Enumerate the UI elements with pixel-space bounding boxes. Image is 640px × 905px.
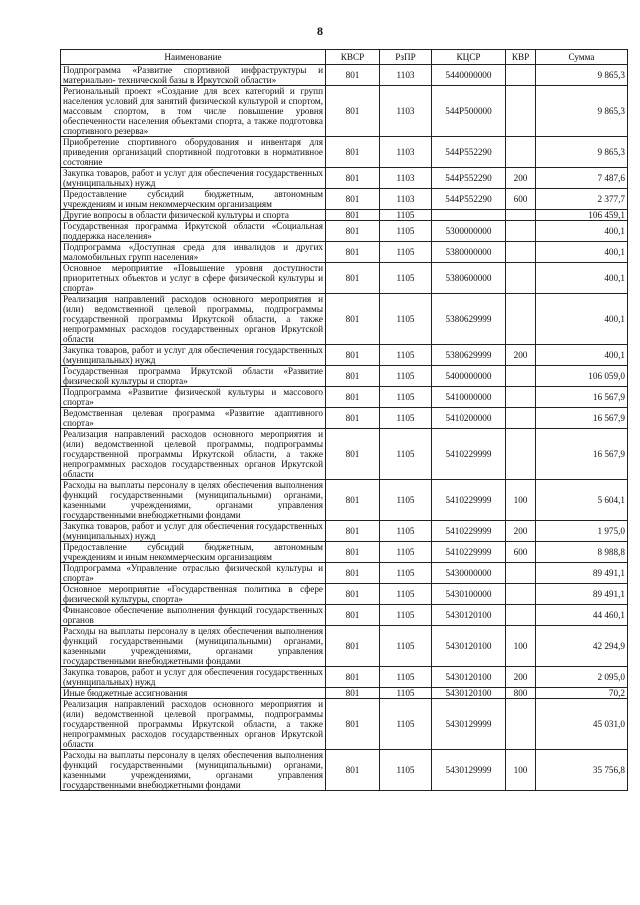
cell-kcsr: 5380000000	[432, 242, 506, 263]
table-row	[61, 210, 628, 221]
cell-rzpr: 1105	[380, 542, 432, 563]
cell-kcsr: 5380629999	[432, 294, 506, 345]
cell-kvr	[506, 563, 536, 584]
table-row	[61, 387, 628, 408]
table-row	[61, 345, 628, 366]
cell-kvr	[506, 408, 536, 429]
cell-rzpr: 1105	[380, 210, 432, 221]
table-row	[61, 294, 628, 345]
cell-sum: 89 491,1	[536, 584, 628, 605]
cell-name: Закупка товаров, работ и услуг для обеспечения государственных (муниципальных) нужд	[61, 667, 326, 688]
cell-name: Предоставление субсидий бюджетным, автономным учреждениям и иным некоммерческим организациям	[61, 189, 326, 210]
cell-kcsr: 5430129999	[432, 699, 506, 750]
header-kvr: КВР	[506, 50, 536, 65]
cell-sum: 9 865,3	[536, 86, 628, 137]
cell-kvr	[506, 294, 536, 345]
table-header-row	[61, 50, 628, 65]
table-body	[61, 65, 628, 791]
table-row	[61, 242, 628, 263]
cell-rzpr: 1105	[380, 242, 432, 263]
cell-name: Приобретение спортивного оборудования и инвентаря для приведения организаций спортивной подготовки в нормативное состояние	[61, 137, 326, 168]
cell-kcsr: 5400000000	[432, 366, 506, 387]
cell-kcsr: 5410229999	[432, 480, 506, 521]
cell-sum: 9 865,3	[536, 65, 628, 86]
cell-rzpr: 1105	[380, 584, 432, 605]
cell-kvsr: 801	[326, 86, 380, 137]
budget-table	[60, 49, 628, 791]
cell-sum: 400,1	[536, 221, 628, 242]
cell-kvsr: 801	[326, 263, 380, 294]
cell-sum: 44 460,1	[536, 605, 628, 626]
cell-kvsr: 801	[326, 387, 380, 408]
cell-rzpr: 1103	[380, 137, 432, 168]
cell-sum: 16 567,9	[536, 429, 628, 480]
cell-kvr: 200	[506, 168, 536, 189]
table-row	[61, 86, 628, 137]
table-row	[61, 667, 628, 688]
cell-sum: 5 604,1	[536, 480, 628, 521]
cell-rzpr: 1105	[380, 294, 432, 345]
cell-kvr: 200	[506, 345, 536, 366]
cell-rzpr: 1105	[380, 626, 432, 667]
cell-kvsr: 801	[326, 294, 380, 345]
cell-sum: 400,1	[536, 242, 628, 263]
cell-kvsr: 801	[326, 605, 380, 626]
cell-kvsr: 801	[326, 667, 380, 688]
cell-sum: 1 975,0	[536, 521, 628, 542]
cell-rzpr: 1105	[380, 221, 432, 242]
cell-rzpr: 1105	[380, 750, 432, 791]
cell-kcsr: 5410200000	[432, 408, 506, 429]
cell-kvsr: 801	[326, 750, 380, 791]
cell-name: Закупка товаров, работ и услуг для обеспечения государственных (муниципальных) нужд	[61, 168, 326, 189]
cell-kvr	[506, 366, 536, 387]
header-sum: Сумма	[536, 50, 628, 65]
cell-kvr: 100	[506, 480, 536, 521]
cell-kvr	[506, 263, 536, 294]
cell-kcsr: 5380600000	[432, 263, 506, 294]
cell-kvr	[506, 242, 536, 263]
cell-kvr	[506, 137, 536, 168]
cell-kcsr: 544P552290	[432, 189, 506, 210]
cell-name: Основное мероприятие «Повышение уровня доступности приоритетных объектов и услуг в сфере физической культуры и спорта»	[61, 263, 326, 294]
header-name: Наименование	[61, 50, 326, 65]
table-row	[61, 584, 628, 605]
cell-kcsr: 5430120100	[432, 688, 506, 699]
cell-sum: 400,1	[536, 263, 628, 294]
table-row	[61, 408, 628, 429]
cell-kcsr: 5410229999	[432, 429, 506, 480]
cell-sum: 16 567,9	[536, 387, 628, 408]
cell-sum: 7 487,6	[536, 168, 628, 189]
cell-kvr	[506, 605, 536, 626]
cell-name: Подпрограмма «Управление отраслью физической культуры и спорта»	[61, 563, 326, 584]
cell-name: Реализация направлений расходов основного мероприятия и (или) ведомственной целевой программы, подпрограммы государственной программы Иркутской области, а также непрограммных расходов государственных органов Иркутской области	[61, 294, 326, 345]
header-rzpr: РзПР	[380, 50, 432, 65]
cell-kvr: 600	[506, 189, 536, 210]
cell-rzpr: 1105	[380, 688, 432, 699]
table-row	[61, 221, 628, 242]
cell-name: Иные бюджетные ассигнования	[61, 688, 326, 699]
cell-name: Другие вопросы в области физической культуры и спорта	[61, 210, 326, 221]
cell-name: Государственная программа Иркутской области «Социальная поддержка населения»	[61, 221, 326, 242]
cell-kvr: 200	[506, 521, 536, 542]
cell-kcsr: 5300000000	[432, 221, 506, 242]
cell-rzpr: 1105	[380, 521, 432, 542]
cell-kcsr: 544P552290	[432, 137, 506, 168]
cell-name: Расходы на выплаты персоналу в целях обеспечения выполнения функций государственными (муниципальными) органами, казенными учреждениями, органами управления государственными внебюджетными фондами	[61, 626, 326, 667]
cell-rzpr: 1105	[380, 480, 432, 521]
table-row	[61, 263, 628, 294]
cell-kvr	[506, 65, 536, 86]
cell-kcsr: 5440000000	[432, 65, 506, 86]
cell-name: Финансовое обеспечение выполнения функций государственных органов	[61, 605, 326, 626]
cell-kvsr: 801	[326, 699, 380, 750]
table-row	[61, 366, 628, 387]
table-row	[61, 521, 628, 542]
cell-kvr	[506, 387, 536, 408]
cell-kvsr: 801	[326, 137, 380, 168]
table-row	[61, 699, 628, 750]
cell-name: Реализация направлений расходов основного мероприятия и (или) ведомственной целевой программы, подпрограммы государственной программы Иркутской области, а также непрограммных расходов государственных органов Иркутской области	[61, 699, 326, 750]
cell-kvr	[506, 429, 536, 480]
cell-kvsr: 801	[326, 584, 380, 605]
cell-kcsr: 5430120100	[432, 626, 506, 667]
table-row	[61, 563, 628, 584]
cell-kcsr: 5410229999	[432, 542, 506, 563]
cell-name: Подпрограмма «Развитие спортивной инфраструктуры и материально- технической базы в Иркутской области»	[61, 65, 326, 86]
cell-kcsr: 5410229999	[432, 521, 506, 542]
cell-kvsr: 801	[326, 345, 380, 366]
cell-kvsr: 801	[326, 542, 380, 563]
cell-name: Реализация направлений расходов основного мероприятия и (или) ведомственной целевой программы, подпрограммы государственной программы Иркутской области, а также непрограммных расходов государственных органов Иркутской области	[61, 429, 326, 480]
table-row	[61, 429, 628, 480]
cell-kvr: 200	[506, 667, 536, 688]
cell-kcsr	[432, 210, 506, 221]
cell-kvsr: 801	[326, 521, 380, 542]
cell-kvsr: 801	[326, 221, 380, 242]
cell-kcsr: 544P552290	[432, 168, 506, 189]
table-row	[61, 168, 628, 189]
cell-kvsr: 801	[326, 563, 380, 584]
cell-sum: 2 095,0	[536, 667, 628, 688]
cell-sum: 45 031,0	[536, 699, 628, 750]
cell-kcsr: 5430000000	[432, 563, 506, 584]
cell-rzpr: 1103	[380, 168, 432, 189]
cell-name: Государственная программа Иркутской области «Развитие физической культуры и спорта»	[61, 366, 326, 387]
cell-kvr: 800	[506, 688, 536, 699]
table-row	[61, 480, 628, 521]
table-row	[61, 750, 628, 791]
cell-kvr	[506, 699, 536, 750]
cell-kvsr: 801	[326, 242, 380, 263]
cell-kvsr: 801	[326, 408, 380, 429]
cell-sum: 400,1	[536, 345, 628, 366]
table-row	[61, 137, 628, 168]
cell-name: Ведомственная целевая программа «Развитие адаптивного спорта»	[61, 408, 326, 429]
cell-kvr: 600	[506, 542, 536, 563]
cell-rzpr: 1105	[380, 263, 432, 294]
cell-kvsr: 801	[326, 688, 380, 699]
header-kcsr: КЦСР	[432, 50, 506, 65]
cell-kcsr: 5430129999	[432, 750, 506, 791]
cell-sum: 2 377,7	[536, 189, 628, 210]
cell-kvr	[506, 221, 536, 242]
cell-name: Расходы на выплаты персоналу в целях обеспечения выполнения функций государственными (муниципальными) органами, казенными учреждениями, органами управления государственными внебюджетными фондами	[61, 750, 326, 791]
cell-rzpr: 1105	[380, 563, 432, 584]
cell-sum: 8 988,8	[536, 542, 628, 563]
cell-rzpr: 1103	[380, 189, 432, 210]
cell-kcsr: 5410000000	[432, 387, 506, 408]
cell-rzpr: 1105	[380, 429, 432, 480]
cell-kcsr: 5430100000	[432, 584, 506, 605]
cell-rzpr: 1105	[380, 408, 432, 429]
cell-name: Расходы на выплаты персоналу в целях обеспечения выполнения функций государственными (муниципальными) органами, казенными учреждениями, органами управления государственными внебюджетными фондами	[61, 480, 326, 521]
cell-sum: 106 459,1	[536, 210, 628, 221]
cell-kvr	[506, 584, 536, 605]
table-row	[61, 688, 628, 699]
cell-name: Региональный проект «Создание для всех категорий и групп населения условий для занятий физической культурой и спортом, массовым спортом, в том числе повышение уровня обеспеченности населения объектами спорта, а также подготовка спортивного резерва»	[61, 86, 326, 137]
cell-kvsr: 801	[326, 366, 380, 387]
cell-sum: 106 059,0	[536, 366, 628, 387]
cell-kvsr: 801	[326, 480, 380, 521]
cell-kcsr: 5430120100	[432, 605, 506, 626]
cell-rzpr: 1105	[380, 366, 432, 387]
table-row	[61, 189, 628, 210]
cell-sum: 89 491,1	[536, 563, 628, 584]
table-row	[61, 542, 628, 563]
cell-kcsr: 5430120100	[432, 667, 506, 688]
cell-kvr	[506, 86, 536, 137]
cell-rzpr: 1105	[380, 667, 432, 688]
cell-kvr: 100	[506, 626, 536, 667]
table-row	[61, 626, 628, 667]
cell-sum: 16 567,9	[536, 408, 628, 429]
cell-kcsr: 544P500000	[432, 86, 506, 137]
cell-name: Подпрограмма «Доступная среда для инвалидов и других маломобильных групп населения»	[61, 242, 326, 263]
cell-name: Закупка товаров, работ и услуг для обеспечения государственных (муниципальных) нужд	[61, 345, 326, 366]
cell-kvsr: 801	[326, 210, 380, 221]
cell-sum: 9 865,3	[536, 137, 628, 168]
cell-sum: 400,1	[536, 294, 628, 345]
cell-kvsr: 801	[326, 168, 380, 189]
cell-sum: 70,2	[536, 688, 628, 699]
cell-kvsr: 801	[326, 189, 380, 210]
cell-name: Предоставление субсидий бюджетным, автономным учреждениям и иным некоммерческим организациям	[61, 542, 326, 563]
cell-kvsr: 801	[326, 429, 380, 480]
cell-rzpr: 1105	[380, 387, 432, 408]
cell-kvsr: 801	[326, 626, 380, 667]
cell-kvr: 100	[506, 750, 536, 791]
cell-name: Основное мероприятие «Государственная политика в сфере физической культуры, спорта»	[61, 584, 326, 605]
cell-name: Закупка товаров, работ и услуг для обеспечения государственных (муниципальных) нужд	[61, 521, 326, 542]
cell-rzpr: 1103	[380, 86, 432, 137]
cell-rzpr: 1105	[380, 345, 432, 366]
header-kvsr: КВСР	[326, 50, 380, 65]
page-number: 8	[317, 24, 323, 38]
cell-rzpr: 1105	[380, 605, 432, 626]
table-row	[61, 605, 628, 626]
cell-sum: 35 756,8	[536, 750, 628, 791]
cell-sum: 42 294,9	[536, 626, 628, 667]
cell-name: Подпрограмма «Развитие физической культуры и массового спорта»	[61, 387, 326, 408]
cell-kvsr: 801	[326, 65, 380, 86]
cell-kvr	[506, 210, 536, 221]
cell-kcsr: 5380629999	[432, 345, 506, 366]
cell-rzpr: 1103	[380, 65, 432, 86]
table-row	[61, 65, 628, 86]
cell-rzpr: 1105	[380, 699, 432, 750]
